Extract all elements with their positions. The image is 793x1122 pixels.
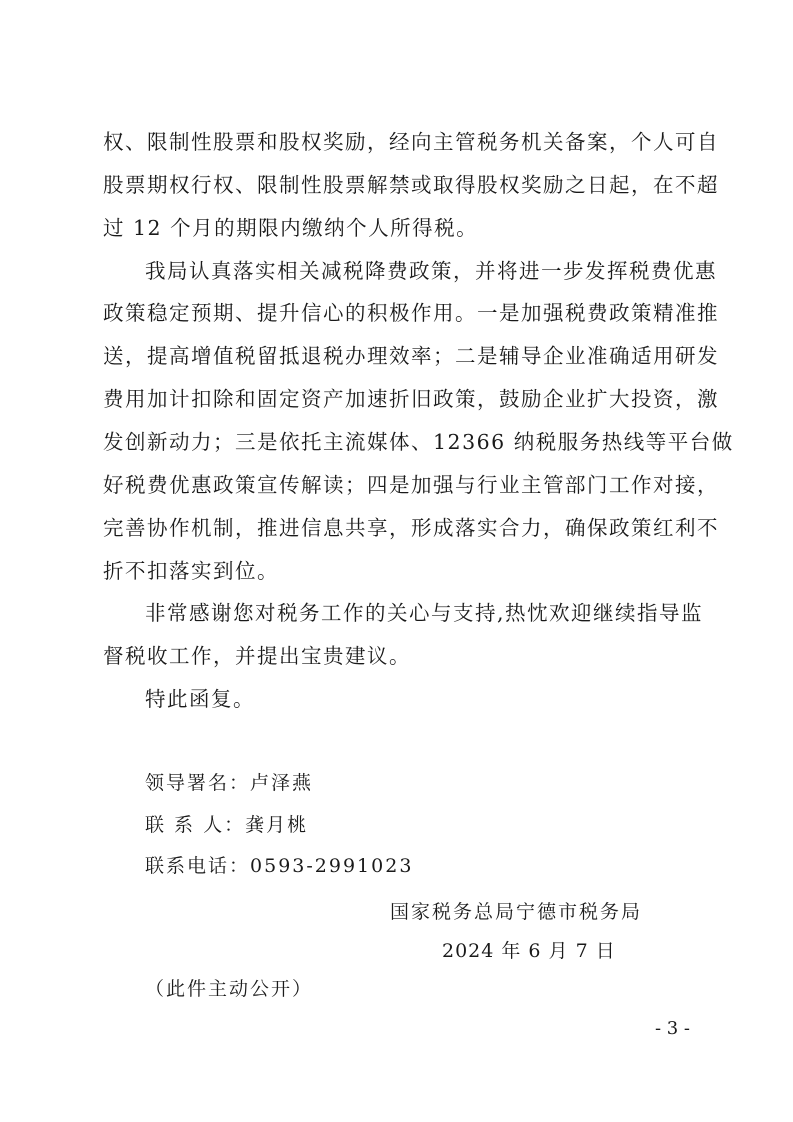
page-number: - 3 - [654,1018,690,1039]
disclosure-note: （此件主动公开） [145,978,314,1000]
phone-number: 0593-2991023 [250,855,414,877]
closing-line: 特此函复。 [145,687,255,711]
leader-label: 领导署名： [145,772,251,794]
body-line: 完善协作机制，推进信息共享，形成落实合力，确保政策红利不 [103,516,719,540]
body-line: 股票期权行权、限制性股票解禁或取得股权奖励之日起，在不超 [103,173,719,197]
paragraph-start: 我局认真落实相关减税降费政策，并将进一步发挥税费优惠 [145,259,717,283]
body-line: 过 12 个月的期限内缴纳个人所得税。 [103,216,479,240]
phone-label: 联系电话： [145,855,251,877]
body-line: 督税收工作，并提出宝贵建议。 [103,644,411,668]
issue-date: 2024 年 6 月 7 日 [442,940,616,962]
contact-label: 联 系 人： [145,814,246,836]
body-line: 折不扣落实到位。 [103,559,279,583]
contact-phone [145,853,413,879]
leader-name: 卢泽燕 [250,772,314,794]
contact-person [145,812,308,838]
body-line: 政策稳定预期、提升信心的积极作用。一是加强税费政策精准推 [103,301,719,325]
body-line: 送，提高增值税留抵退税办理效率；二是辅导企业准确适用研发 [103,344,719,368]
paragraph-start: 非常感谢您对税务工作的关心与支持,热忱欢迎继续指导监 [145,601,704,625]
body-line: 费用加计扣除和固定资产加速折旧政策，鼓励企业扩大投资，激 [103,387,719,411]
issuing-organization: 国家税务总局宁德市税务局 [390,901,643,923]
leader-signature [145,770,313,796]
contact-name: 龚月桃 [245,814,309,836]
body-line: 权、限制性股票和股权奖励，经向主管税务机关备案，个人可自 [103,130,719,154]
body-line: 好税费优惠政策宣传解读；四是加强与行业主管部门工作对接， [103,473,719,497]
body-line: 发创新动力；三是依托主流媒体、12366 纳税服务热线等平台做 [103,430,734,454]
